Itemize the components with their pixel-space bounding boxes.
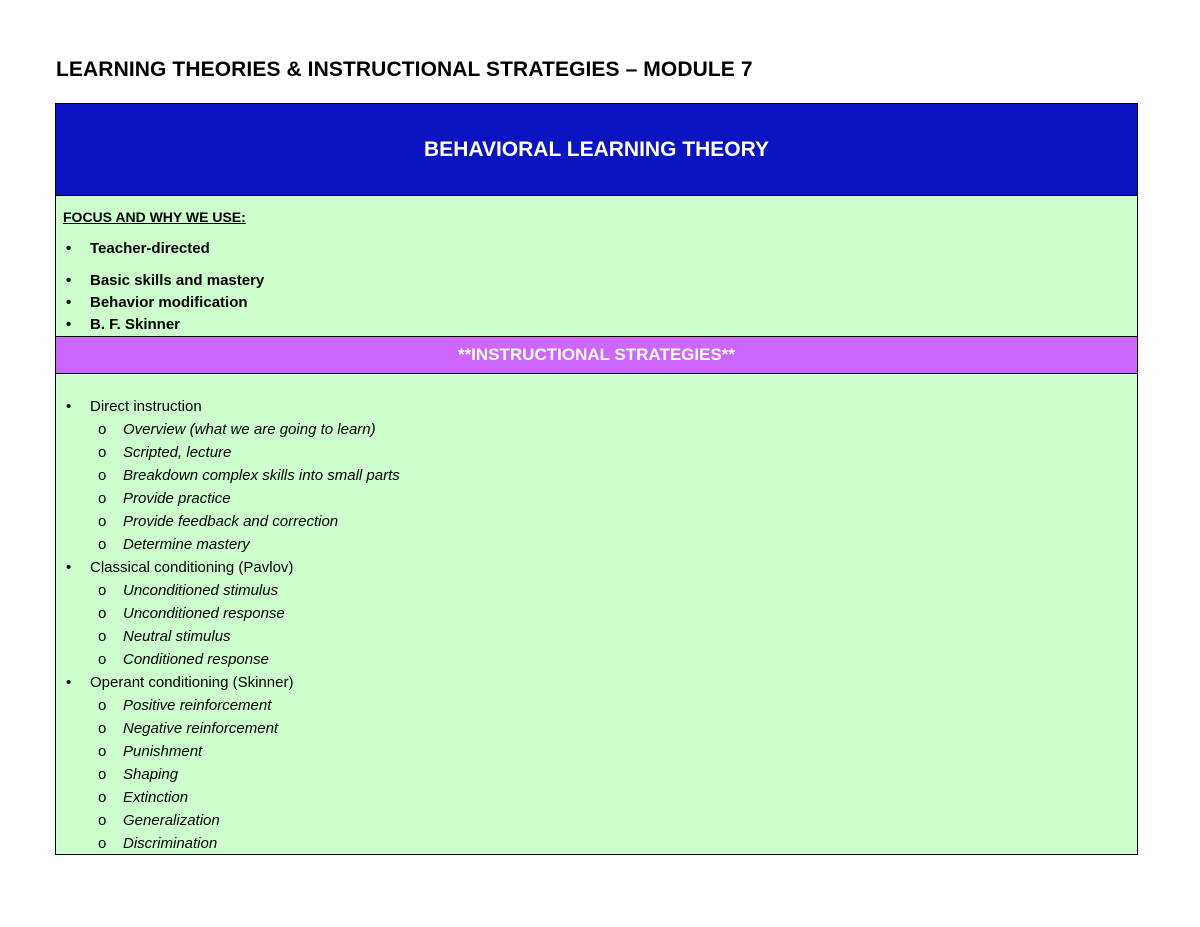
circle-bullet-icon: o	[98, 720, 107, 737]
strategies-header	[56, 337, 1137, 374]
focus-section: FOCUS AND WHY WE USE: • Teacher-directed • Basic skills and mastery • Behavior modification • B. F. Skinner	[56, 196, 1137, 337]
circle-bullet-icon: o	[98, 421, 107, 438]
bullet-icon: •	[66, 674, 72, 691]
document-title: LEARNING THEORIES & INSTRUCTIONAL STRATEGIES – MODULE 7	[56, 58, 753, 81]
strategies-section: • Direct instruction o Overview (what we are going to learn) o Scripted, lecture o Breakdown complex skills into small parts o Provide practice o Provide feedback and correction o Determine mastery • Classical conditioning (Pavlov) o Unconditioned stimulus o Unconditioned response o Neutral stimulus o Conditioned response • Operant conditioning (Skinner) o Positive reinforcement o Negative reinforcement o Punishment o Shaping o Extinction o Generalization o Discrimination	[56, 374, 1137, 854]
circle-bullet-icon: o	[98, 628, 107, 645]
circle-bullet-icon: o	[98, 490, 107, 507]
theory-header	[56, 104, 1137, 196]
bullet-icon: •	[66, 559, 72, 576]
focus-heading: FOCUS AND WHY WE USE:	[63, 209, 246, 225]
circle-bullet-icon: o	[98, 812, 107, 829]
circle-bullet-icon: o	[98, 605, 107, 622]
circle-bullet-icon: o	[98, 651, 107, 668]
circle-bullet-icon: o	[98, 467, 107, 484]
circle-bullet-icon: o	[98, 536, 107, 553]
bullet-icon: •	[66, 398, 72, 415]
circle-bullet-icon: o	[98, 743, 107, 760]
strategies-header-text: **INSTRUCTIONAL STRATEGIES**	[457, 345, 736, 364]
circle-bullet-icon: o	[98, 582, 107, 599]
bullet-icon: •	[66, 316, 72, 333]
circle-bullet-icon: o	[98, 513, 107, 530]
circle-bullet-icon: o	[98, 766, 107, 783]
theory-table	[55, 103, 1138, 855]
bullet-icon: •	[66, 294, 72, 311]
circle-bullet-icon: o	[98, 444, 107, 461]
circle-bullet-icon: o	[98, 697, 107, 714]
bullet-icon: •	[66, 272, 72, 289]
circle-bullet-icon: o	[98, 789, 107, 806]
bullet-icon: •	[66, 240, 72, 257]
circle-bullet-icon: o	[98, 835, 107, 852]
theory-header-text: BEHAVIORAL LEARNING THEORY	[424, 137, 769, 161]
